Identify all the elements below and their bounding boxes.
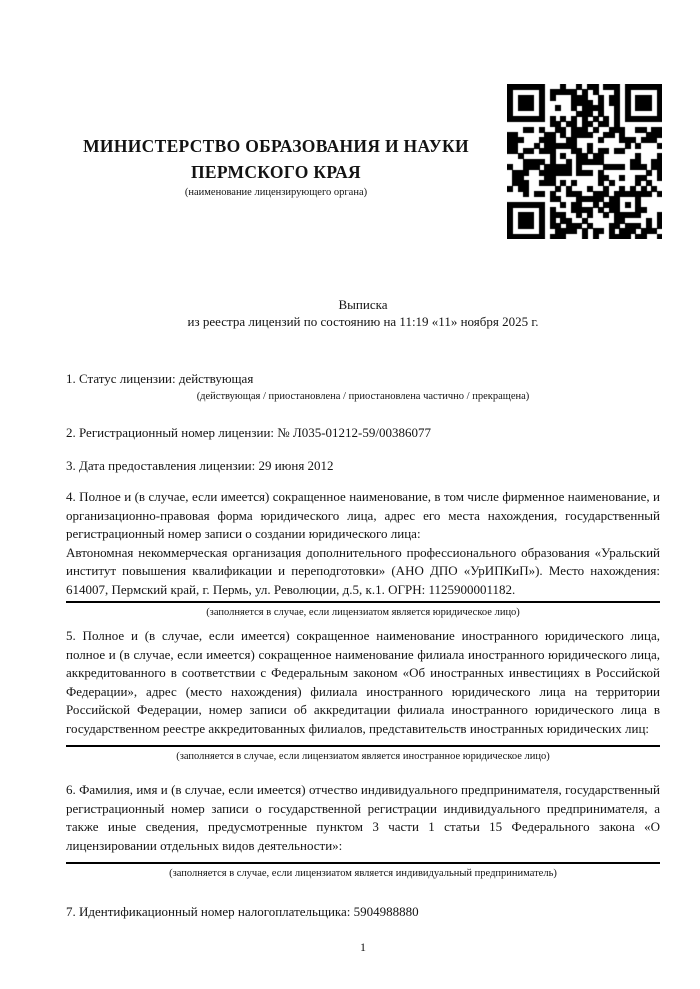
item-foreign-entity [66, 627, 660, 763]
item-legal-entity [66, 488, 660, 619]
legal-entity-underline [66, 601, 660, 603]
item-registration-number [66, 424, 660, 441]
licensing-authority-header [66, 133, 486, 200]
document-title [66, 296, 660, 330]
license-status-options-note: (действующая / приостановлена / приостановлена частично / прекращена) [196, 391, 530, 402]
individual-entrepreneur-question: 6. Фамилия, имя и (в случае, если имеется) отчество индивидуального предпринимателя, государственный регистрационный номер записи о государственной регистрации индивидуального предпринимателя, а также иные сведения, предусмотренные пунктом 3 части 1 статьи 15 Федерального закона «О лицензировании отдельных видов деятельности»: [66, 782, 660, 853]
legal-entity-answer: Автономная некоммерческая организация дополнительного профессионального образования «Уральский институт повышения квалификации и переподготовки» (АНО ДПО «УрИПКиП»). Место нахождения: 614007, Пермский край, г. Пермь, ул. Революции, д.5, к.1. ОГРН: 1125900001182. [66, 544, 660, 597]
individual-entrepreneur-note: (заполняется в случае, если лицензиатом является индивидуальный предприниматель) [169, 868, 557, 879]
foreign-entity-question: 5. Полное и (в случае, если имеется) сокращенное наименование иностранного юридического лица, полное и (в случае, если имеется) сокращенное наименование филиала иностранного юридического лица, аккредитованного в соответствии с Федеральным законом «Об иностранных инвестициях в Российской Федерации», адрес (место нахождения) филиала иностранного юридического лица на территории Российской Федерации, номер записи об аккредитации филиала иностранного юридического лица в государственном реестре аккредитованных филиалов, представительств иностранных юридических лиц: [66, 628, 660, 736]
foreign-entity-underline [66, 745, 660, 747]
page-number: 1 [360, 940, 366, 954]
authority-name-caption: (наименование лицензирующего органа) [184, 187, 368, 198]
taxpayer-id-text: 7. Идентификационный номер налогоплательщика: 5904988880 [66, 904, 419, 919]
authority-name-line2: ПЕРМСКОГО КРАЯ [191, 162, 361, 182]
legal-entity-note: (заполняется в случае, если лицензиатом является юридическое лицо) [206, 607, 520, 618]
license-status-text: 1. Статус лицензии: действующая [66, 371, 254, 386]
registration-number-text: 2. Регистрационный номер лицензии: № Л035-01212-59/00386077 [66, 425, 432, 440]
qr-code-container [507, 84, 662, 239]
item-taxpayer-id [66, 903, 660, 920]
authority-name-line1: МИНИСТЕРСТВО ОБРАЗОВАНИЯ И НАУКИ [83, 136, 469, 156]
item-individual-entrepreneur [66, 781, 660, 880]
legal-entity-question: 4. Полное и (в случае, если имеется) сокращенное наименование, в том числе фирменное наименование, и организационно-правовая форма юридического лица, адрес его места нахождения, государственный регистрационный номер записи о создании юридического лица: [66, 489, 660, 541]
title-line2: из реестра лицензий по состоянию на 11:19 «11» ноября 2025 г. [187, 314, 539, 329]
grant-date-text: 3. Дата предоставления лицензии: 29 июня 2012 [66, 458, 334, 473]
title-line1: Выписка [338, 297, 388, 312]
qr-code [507, 84, 662, 239]
individual-entrepreneur-underline [66, 862, 660, 864]
item-license-status [66, 370, 660, 403]
item-grant-date [66, 457, 660, 474]
foreign-entity-note: (заполняется в случае, если лицензиатом является иностранное юридическое лицо) [176, 751, 550, 762]
